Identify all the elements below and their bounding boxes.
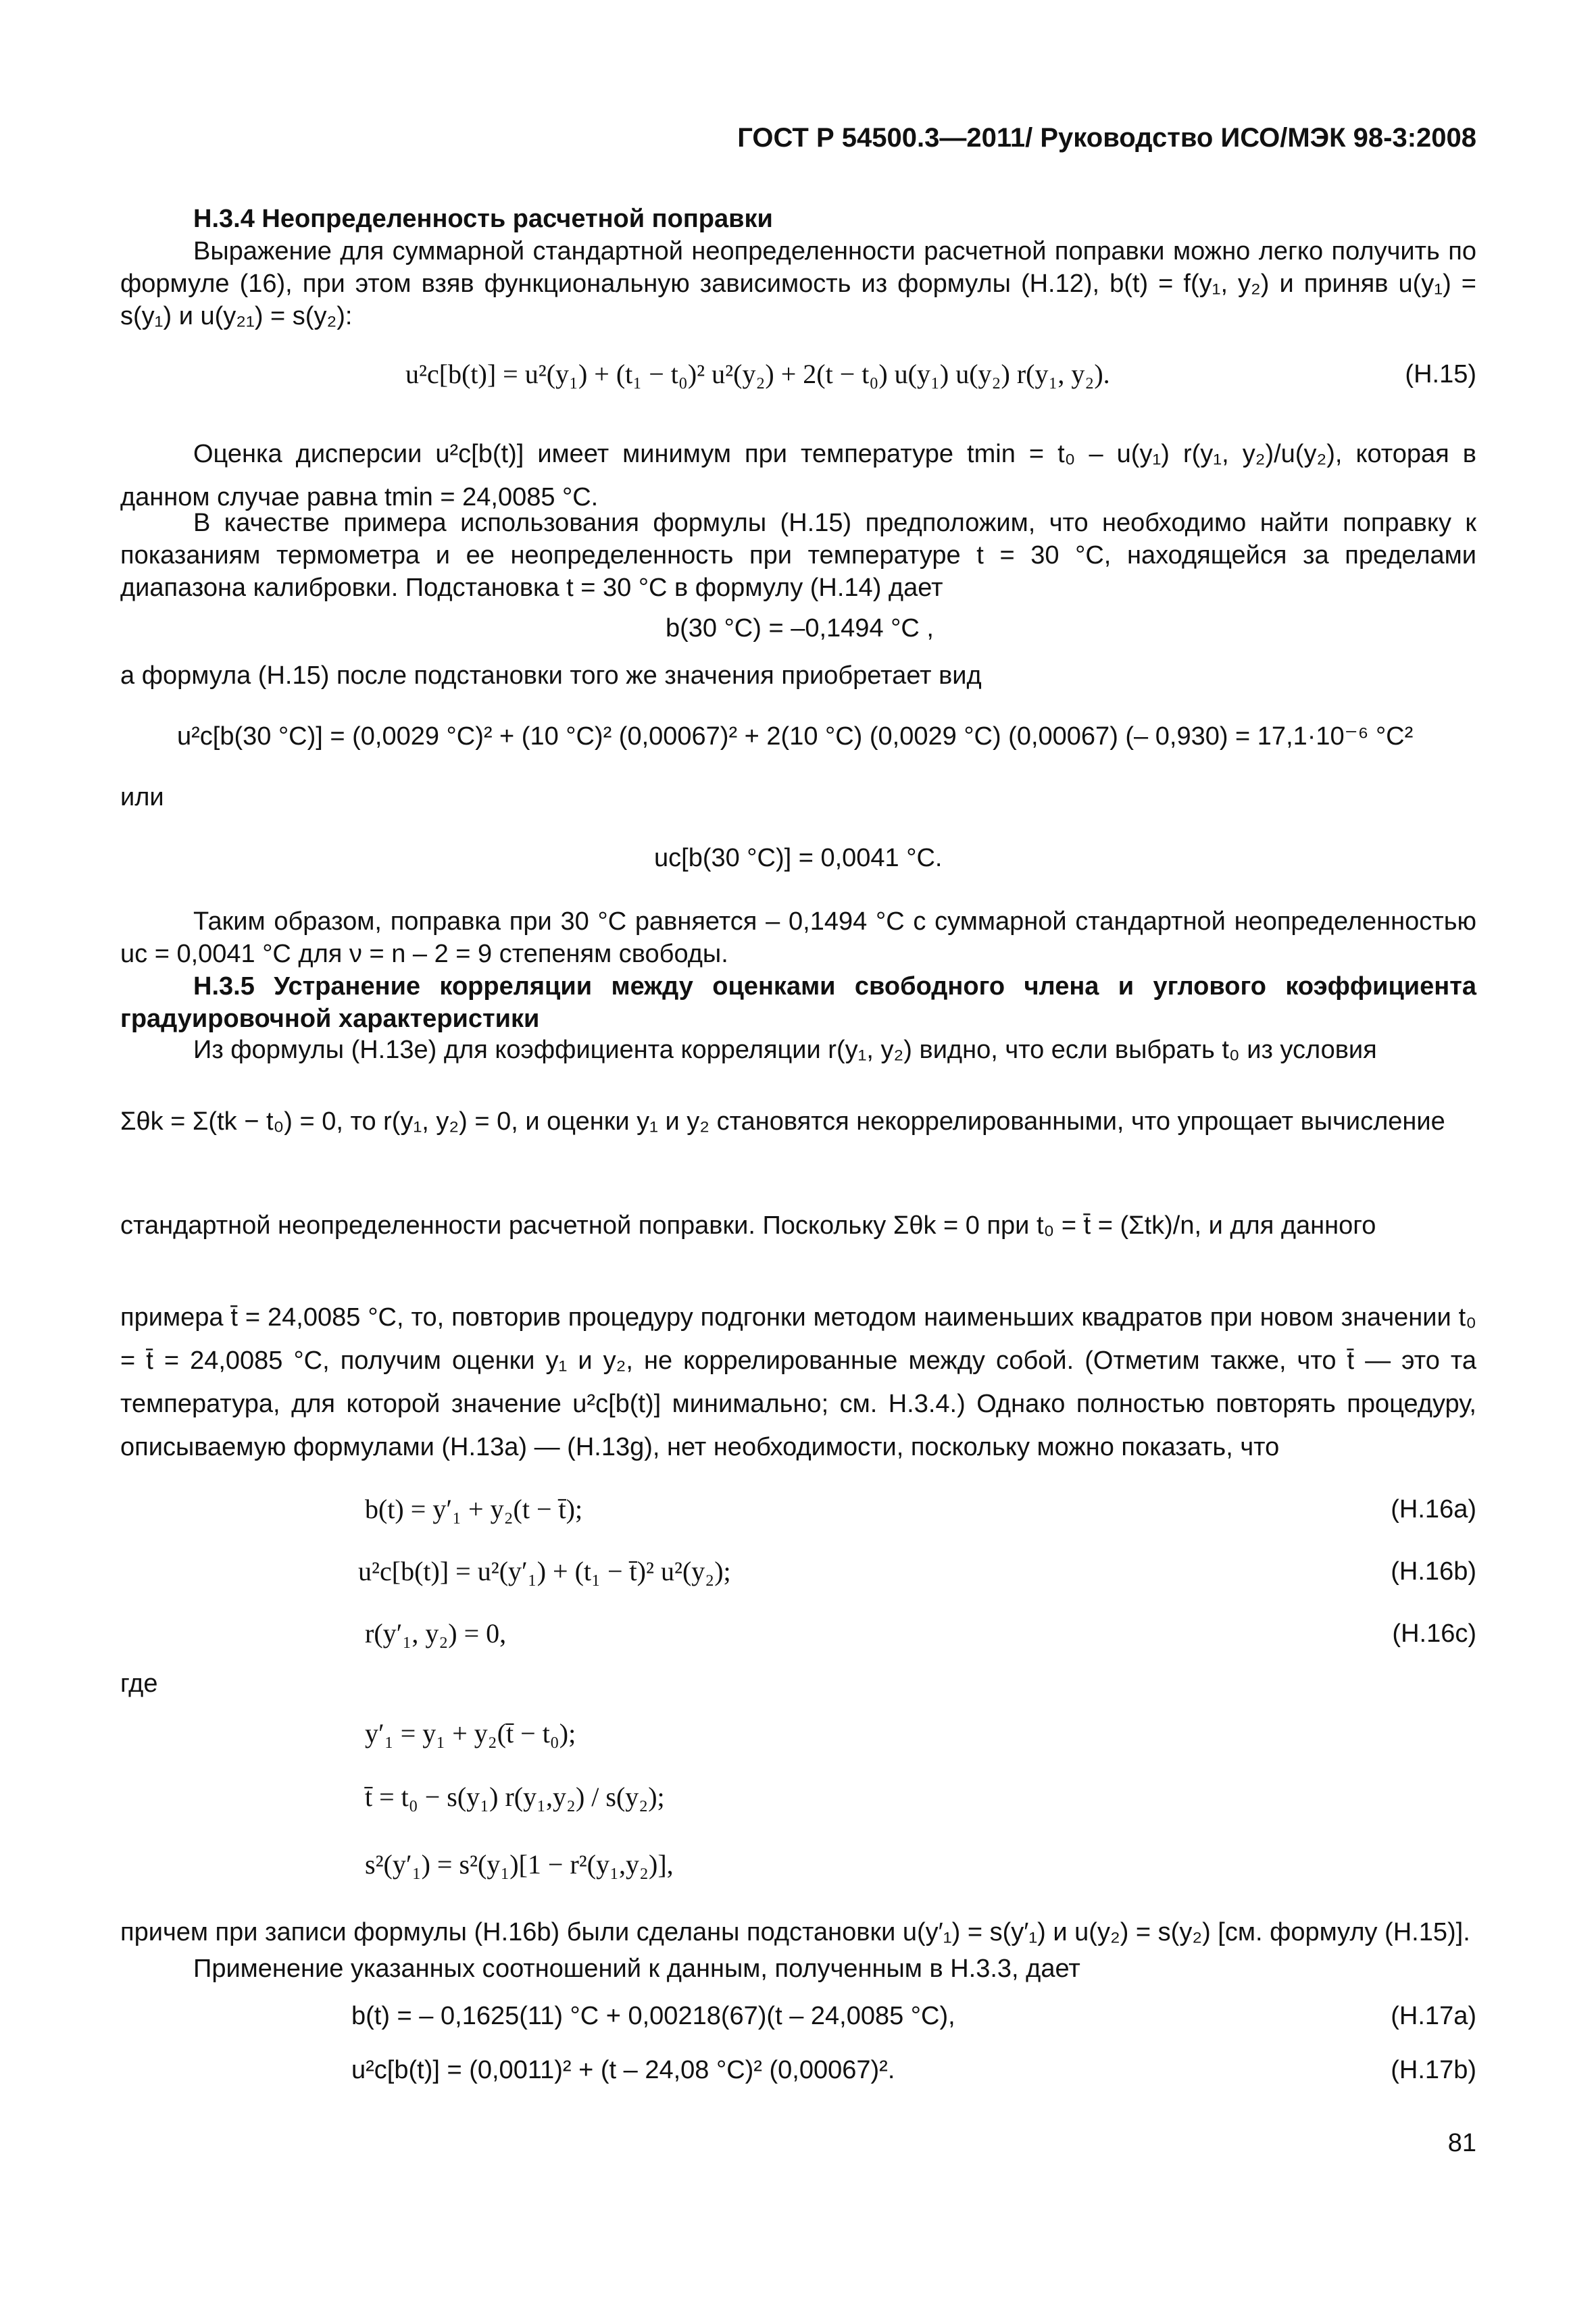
paragraph-formula-substitution: а формула (Н.15) после подстановки того же значения приобретает вид [120,661,982,690]
paragraph-variance-minimum: Оценка дисперсии u²c[b(t)] имеет минимум при температуре tmin = t₀ – u(y₁) r(y₁, y₂)/u(y₂), которая в данном случае равна tmin = 24,0085 °С. [120,440,1476,511]
equation-h16c: r(y′₁, y₂) = 0, [365,1618,507,1649]
paragraph-substitution-note: причем при записи формулы (Н.16b) были сделаны подстановки u(y′₁) = s(y′₁) и u(y₂) = s(y₂) [см. формулу (Н.15)]. [120,1918,1470,1946]
equation-where-y1: y′₁ = y₁ + y₂(t̄ − t₀); [365,1718,576,1749]
word-or: или [120,783,164,811]
word-where: где [120,1669,158,1698]
equation-h16a: b(t) = y′₁ + y₂(t − t̄); [365,1494,583,1524]
equation-number-h17a: (Н.17a) [1391,2002,1476,2030]
paragraph-h34-intro: Выражение для суммарной стандартной неопределенности расчетной поправки можно легко получить по формуле (16), при этом взяв функциональную зависимость из формулы (Н.12), b(t) = f(y₁, y₂) и приняв u(y₁) = s(y₁) и u(y₂₁) = s(y₂): [120,237,1476,330]
page-number: 81 [1447,2129,1476,2157]
equation-number-h16a: (Н.16a) [1391,1495,1476,1524]
equation-mean-temperature-line: стандартной неопределенности расчетной поправки. Поскольку Σθk = 0 при t₀ = t̄ = (Σtk)/n, и для данного [120,1211,1376,1240]
equation-number-h17b: (Н.17b) [1391,2056,1476,2084]
section-heading-h34: Н.3.4 Неопределенность расчетной поправки [193,205,773,233]
equation-h15: u²c[b(t)] = u²(y₁) + (t₁ − t₀)² u²(y₂) + 2(t − t₀) u(y₁) u(y₂) r(y₁, y₂). [405,359,1110,389]
equation-h17b: u²c[b(t)] = (0,0011)² + (t – 24,08 °С)² (0,00067)². [351,2056,895,2084]
equation-h17a: b(t) = – 0,1625(11) °С + 0,00218(67)(t – 24,0085 °С), [351,2002,955,2030]
equation-uc-b30: uc[b(30 °С)] = 0,0041 °С. [654,844,943,872]
equation-number-h15: (Н.15) [1405,360,1476,388]
document-header: ГОСТ Р 54500.3—2011/ Руководство ИСО/МЭК 98-3:2008 [737,123,1476,153]
equation-where-s2: s²(y′₁) = s²(y₁)[1 − r²(y₁,y₂)], [365,1849,674,1880]
equation-h16b: u²c[b(t)] = u²(y′₁) + (t₁ − t̄)² u²(y₂); [358,1556,731,1586]
equation-b30: b(30 °С) = –0,1494 °С , [666,614,934,643]
paragraph-correlation: Из формулы (Н.13е) для коэффициента корреляции r(y₁, y₂) видно, что если выбрать t₀ из условия [193,1036,1377,1064]
equation-number-h16b: (Н.16b) [1391,1557,1476,1586]
paragraph-application: Применение указанных соотношений к данным, полученным в Н.3.3, дает [193,1955,1080,1983]
equation-sum-theta-line: Σθk = Σ(tk − t₀) = 0, то r(y₁, y₂) = 0, и оценки y₁ и y₂ становятся некоррелированными, что упрощает вычисление [120,1107,1445,1136]
paragraph-conclusion: Таким образом, поправка при 30 °С равняется – 0,1494 °С с суммарной стандартной неопределенностью uc = 0,0041 °С для ν = n – 2 = 9 степеням свободы. [120,907,1476,968]
paragraph-example: В качестве примера использования формулы (Н.15) предположим, что необходимо найти поправку к показаниям термометра и ее неопределенность при температуре t = 30 °С, находящейся за пределами диапазона калибровки. Подстановка t = 30 °С в формулу (Н.14) дает [120,509,1476,602]
section-heading-h35: Н.3.5 Устранение корреляции между оценками свободного члена и углового коэффициента градуировочной характеристики [120,972,1476,1033]
equation-where-tbar: t̄ = t₀ − s(y₁) r(y₁,y₂) / s(y₂); [365,1782,665,1812]
equation-uc2-b30: u²c[b(30 °С)] = (0,0029 °С)² + (10 °С)² (0,00067)² + 2(10 °С) (0,0029 °С) (0,00067) (– 0,930) = 17,1·10⁻⁶ °С² [177,722,1414,751]
paragraph-example-mean: примера t̄ = 24,0085 °С, то, повторив процедуру подгонки методом наименьших квадратов при новом значении t₀ = t̄ = 24,0085 °С, получим оценки y₁ и y₂, не коррелированные между собой. (Отметим также, что t̄ — это та температура, для которой значение u²c[b(t)] минимально; см. Н.3.4.) Однако полностью повторять процедуру, описываемую формулами (Н.13а) — (Н.13g), нет необходимости, поскольку можно показать, что [120,1303,1476,1461]
equation-number-h16c: (Н.16c) [1392,1619,1476,1648]
